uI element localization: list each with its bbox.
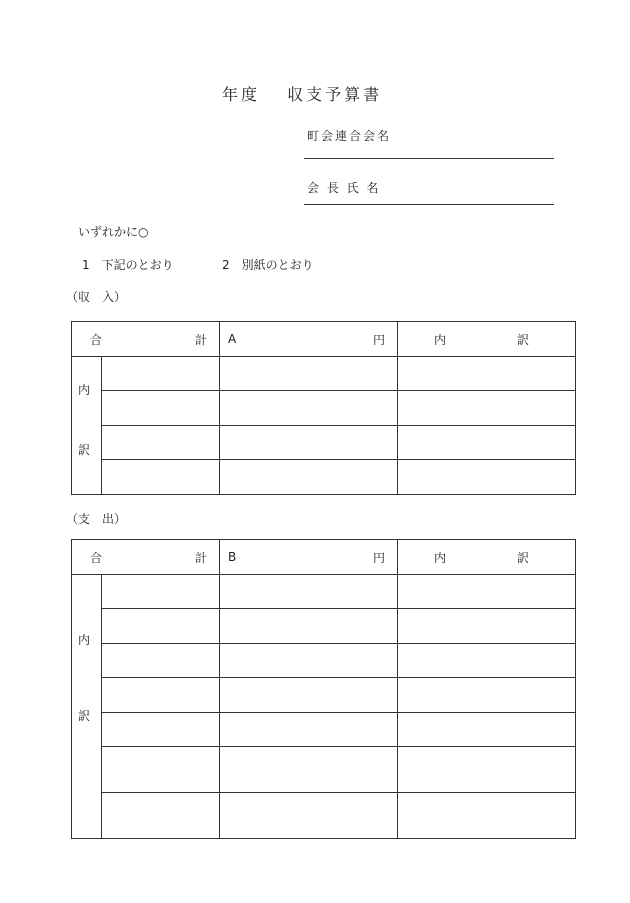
breakdown-cell[interactable]: [398, 426, 576, 460]
total-char-2: 計: [194, 550, 207, 565]
option-attached[interactable]: 2 別紙のとおり: [222, 258, 314, 272]
amount-cell[interactable]: [220, 793, 398, 839]
breakdown-cell[interactable]: [398, 793, 576, 839]
item-cell[interactable]: [102, 357, 220, 391]
breakdown-cell[interactable]: [398, 391, 576, 426]
breakdown-char-2: 訳: [516, 550, 529, 565]
total-char-1: 合: [90, 550, 103, 565]
president-name-field[interactable]: [304, 204, 554, 205]
amount-cell[interactable]: [220, 575, 398, 609]
amount-cell[interactable]: [220, 391, 398, 426]
item-cell[interactable]: [102, 575, 220, 609]
amount-cell[interactable]: [220, 678, 398, 713]
breakdown-cell[interactable]: [398, 678, 576, 713]
income-breakdown-header: [398, 322, 576, 357]
breakdown-char-1: 内: [434, 550, 447, 565]
breakdown-char-2: 訳: [516, 332, 529, 347]
town-association-field[interactable]: [304, 158, 554, 159]
item-cell[interactable]: [102, 793, 220, 839]
income-table: [71, 321, 576, 495]
breakdown-cell[interactable]: [398, 357, 576, 391]
amount-cell[interactable]: [220, 747, 398, 793]
breakdown-cell[interactable]: [398, 713, 576, 747]
table-row: [72, 460, 576, 495]
table-row: [72, 391, 576, 426]
total-char-2: 計: [194, 332, 207, 347]
item-cell[interactable]: [102, 747, 220, 793]
side-char-2: 訳: [78, 443, 91, 457]
side-char-2: 訳: [78, 709, 91, 723]
item-cell[interactable]: [102, 713, 220, 747]
item-cell[interactable]: [102, 609, 220, 644]
amount-cell[interactable]: [220, 460, 398, 495]
table-row: [72, 644, 576, 678]
breakdown-cell[interactable]: [398, 747, 576, 793]
income-breakdown-side: [72, 357, 102, 495]
table-row: [72, 747, 576, 793]
item-cell[interactable]: [102, 644, 220, 678]
breakdown-cell[interactable]: [398, 460, 576, 495]
amount-prefix: A: [228, 332, 237, 346]
amount-prefix: B: [228, 550, 237, 564]
expense-header-row: [72, 540, 576, 575]
town-association-label: 町会連合会名: [307, 129, 392, 143]
table-row: [72, 713, 576, 747]
table-row: [72, 678, 576, 713]
breakdown-cell[interactable]: [398, 644, 576, 678]
table-row: [72, 793, 576, 839]
total-char-1: 合: [90, 332, 103, 347]
selection-instruction: いずれかに○: [78, 225, 149, 239]
expense-total-label-cell: [72, 540, 220, 575]
expense-amount-cell[interactable]: [220, 540, 398, 575]
item-cell[interactable]: [102, 391, 220, 426]
expense-breakdown-header: [398, 540, 576, 575]
president-name-label: 会 長 氏 名: [307, 181, 381, 195]
item-cell[interactable]: [102, 460, 220, 495]
side-char-1: 内: [78, 633, 91, 647]
expense-breakdown-side: [72, 575, 102, 839]
income-amount-cell[interactable]: [220, 322, 398, 357]
option-below[interactable]: 1 下記のとおり: [82, 258, 174, 272]
table-row: [72, 357, 576, 391]
amount-cell[interactable]: [220, 357, 398, 391]
yen-label: 円: [372, 332, 385, 347]
side-char-1: 内: [78, 383, 91, 397]
amount-cell[interactable]: [220, 644, 398, 678]
breakdown-cell[interactable]: [398, 609, 576, 644]
amount-cell[interactable]: [220, 713, 398, 747]
income-header-row: [72, 322, 576, 357]
table-row: [72, 426, 576, 460]
table-row: [72, 609, 576, 644]
expense-section-label: （支 出）: [66, 512, 127, 526]
item-cell[interactable]: [102, 426, 220, 460]
yen-label: 円: [372, 550, 385, 565]
table-row: [72, 575, 576, 609]
amount-cell[interactable]: [220, 426, 398, 460]
breakdown-cell[interactable]: [398, 575, 576, 609]
item-cell[interactable]: [102, 678, 220, 713]
expense-table: [71, 539, 576, 839]
income-total-label-cell: [72, 322, 220, 357]
income-section-label: （収 入）: [66, 290, 127, 304]
document-title: 年度 収支予算書: [222, 85, 383, 104]
breakdown-char-1: 内: [434, 332, 447, 347]
amount-cell[interactable]: [220, 609, 398, 644]
